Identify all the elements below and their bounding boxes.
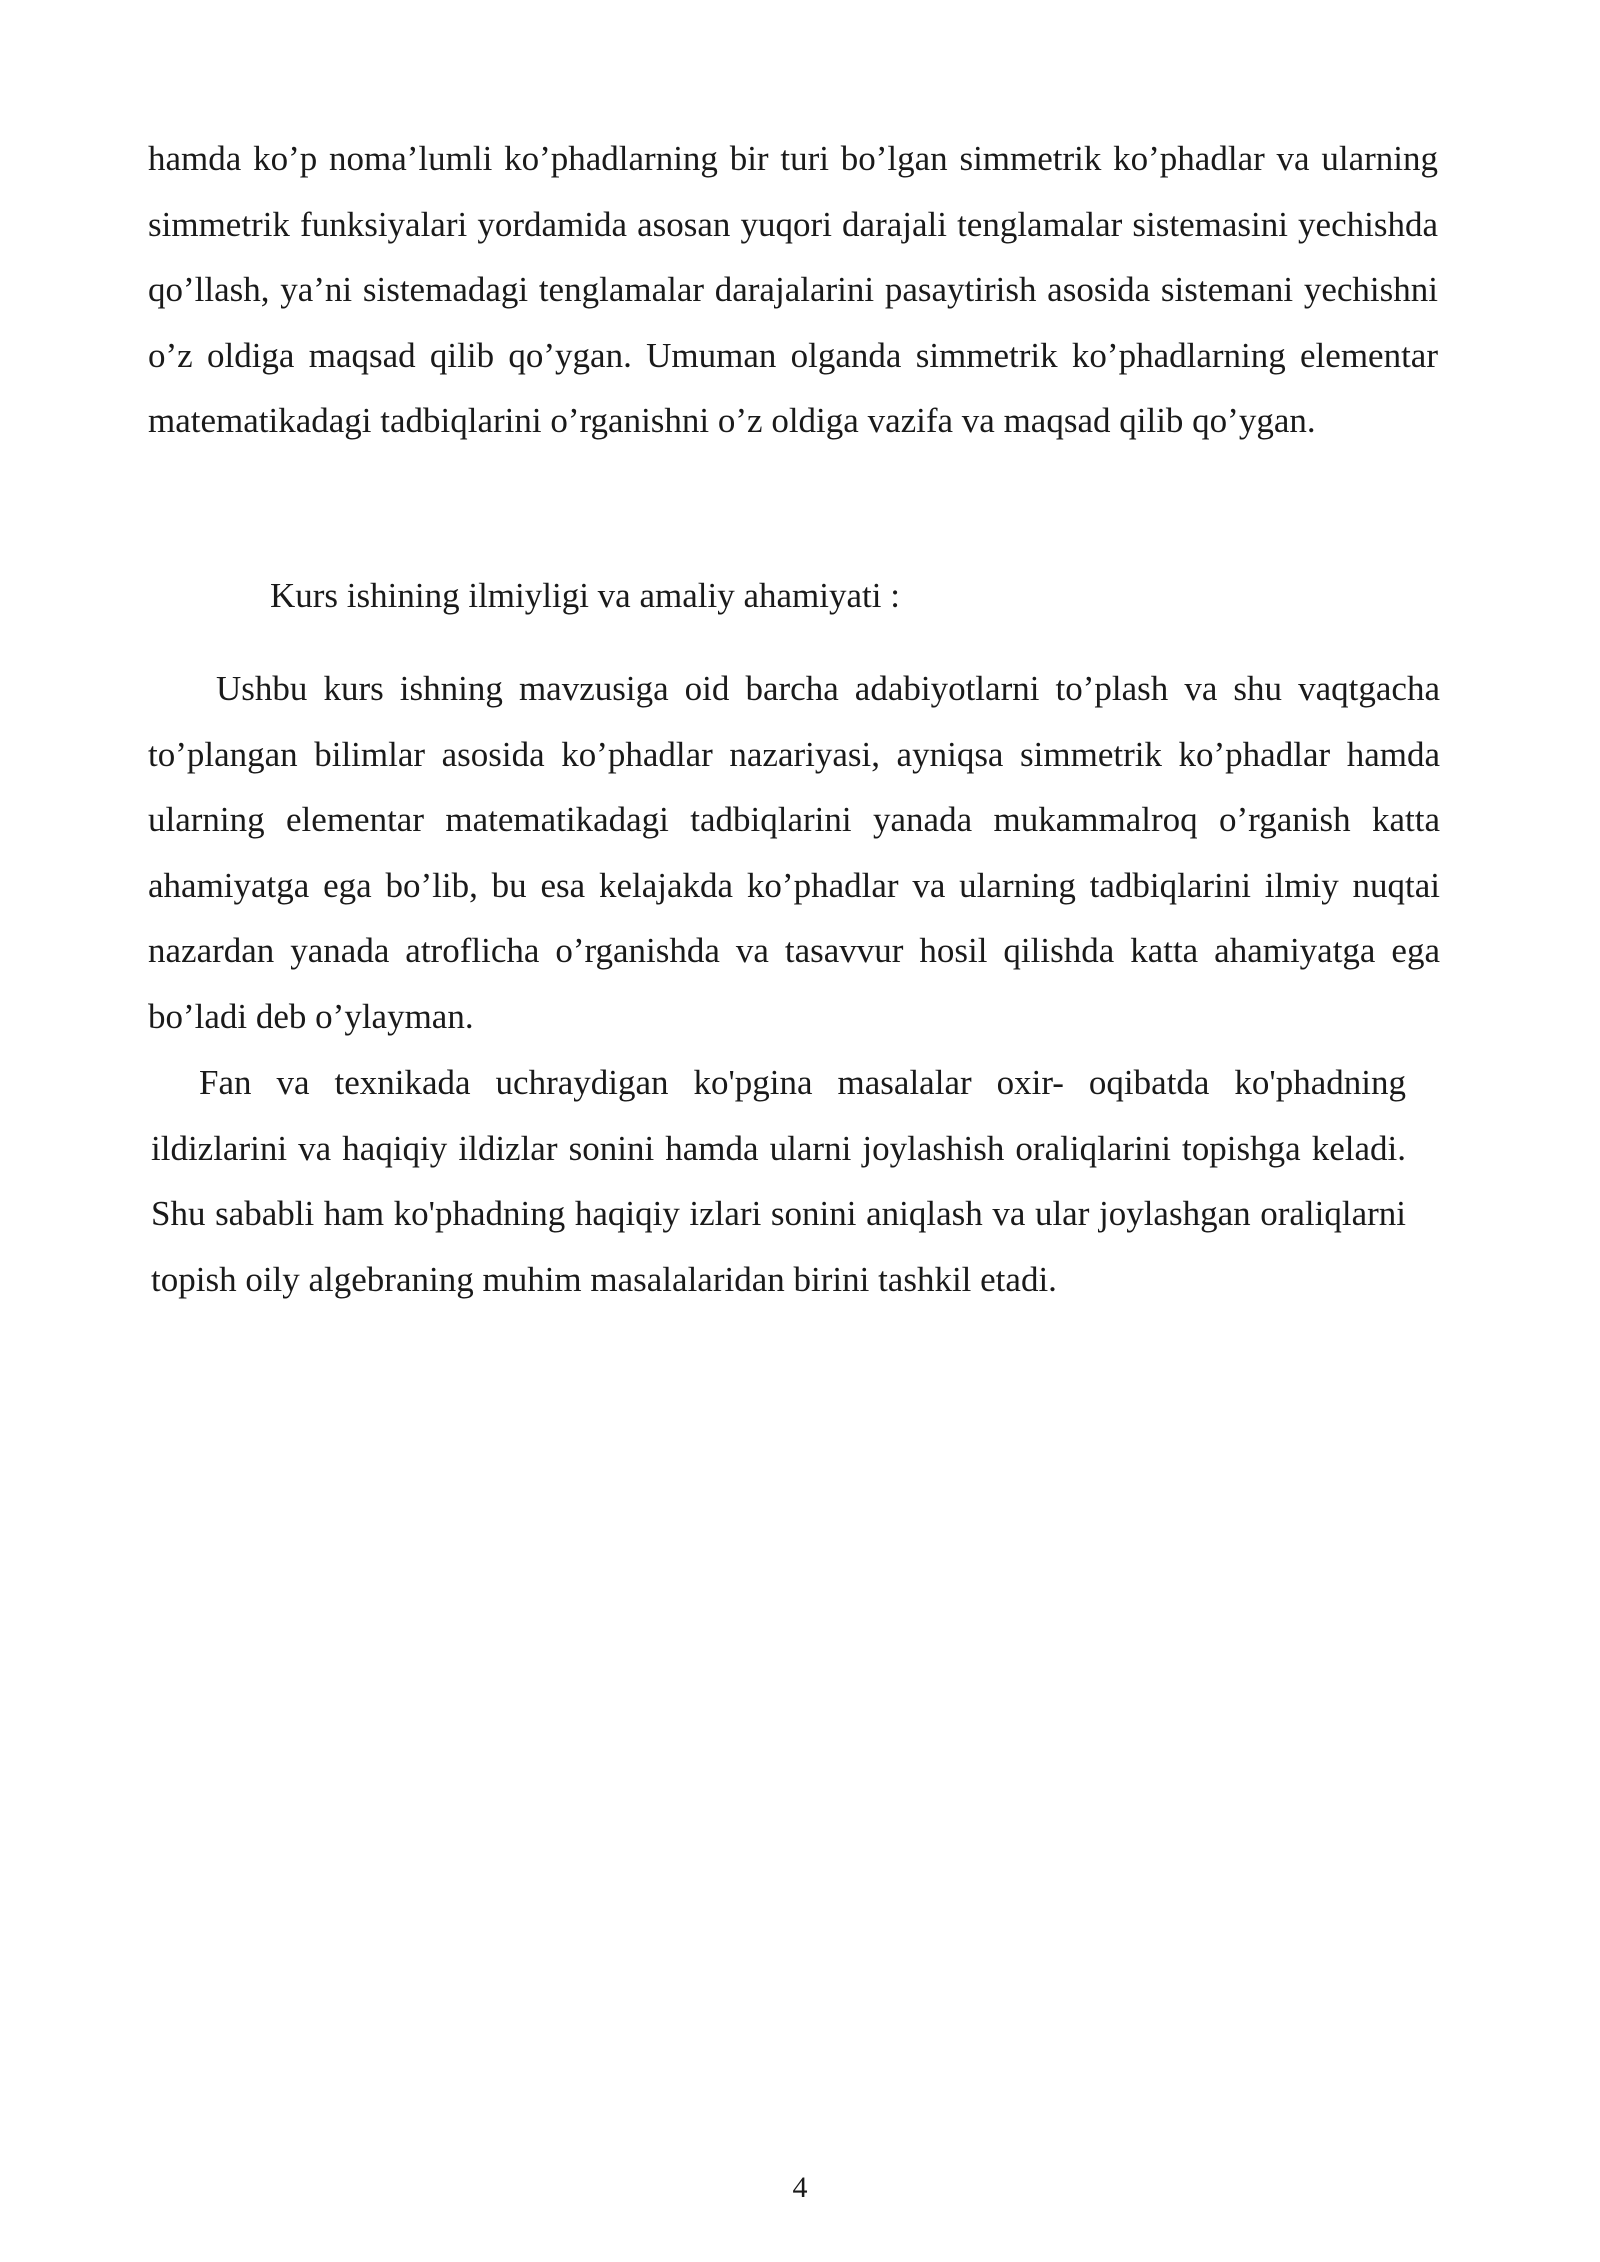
body-paragraph-3: Fan va texnikada uchraydigan ko'pgina masalalar oxir- oqibatda ko'phadning ildizlarini va haqiqiy ildizlar sonini hamda ularni joylashish oraliqlarini topishga keladi. Shu sababli ham ko'phadning haqiqiy izlari sonini aniqlash va ular joylashgan oraliqlarni topish oily algebraning muhim masalalaridan birini tashkil etadi.: [151, 1063, 1406, 1299]
section-heading: Kurs ishining ilmiyligi va amaliy ahamiyati :: [270, 576, 900, 615]
body-paragraph-2: Ushbu kurs ishning mavzusiga oid barcha adabiyotlarni to’plash va shu vaqtgacha to’plangan bilimlar asosida ko’phadlar nazariyasi, ayniqsa simmetrik ko’phadlar hamda ularning elementar matematikadagi tadbiqlarini yanada mukammalroq o’rganish katta ahamiyatga ega bo’lib, bu esa kelajakda ko’phadlar va ularning tadbiqlarini ilmiy nuqtai nazardan yanada atroflicha o’rganishda va tasavvur hosil qilishda katta ahamiyatga ega bo’ladi deb o’ylayman.: [148, 669, 1440, 1036]
body-paragraph-1: hamda ko’p noma’lumli ko’phadlarning bir turi bo’lgan simmetrik ko’phadlar va ularning simmetrik funksiyalari yordamida asosan yuqori darajali tenglamalar sistemasini yechishda qo’llash, ya’ni sistemadagi tenglamalar darajalarini pasaytirish asosida sistemani yechishni o’z oldiga maqsad qilib qo’ygan. Umuman olganda simmetrik ko’phadlarning elementar matematikadagi tadbiqlarini o’rganishni o’z oldiga vazifa va maqsad qilib qo’ygan.: [148, 139, 1438, 440]
page-number: 4: [792, 2171, 808, 2204]
